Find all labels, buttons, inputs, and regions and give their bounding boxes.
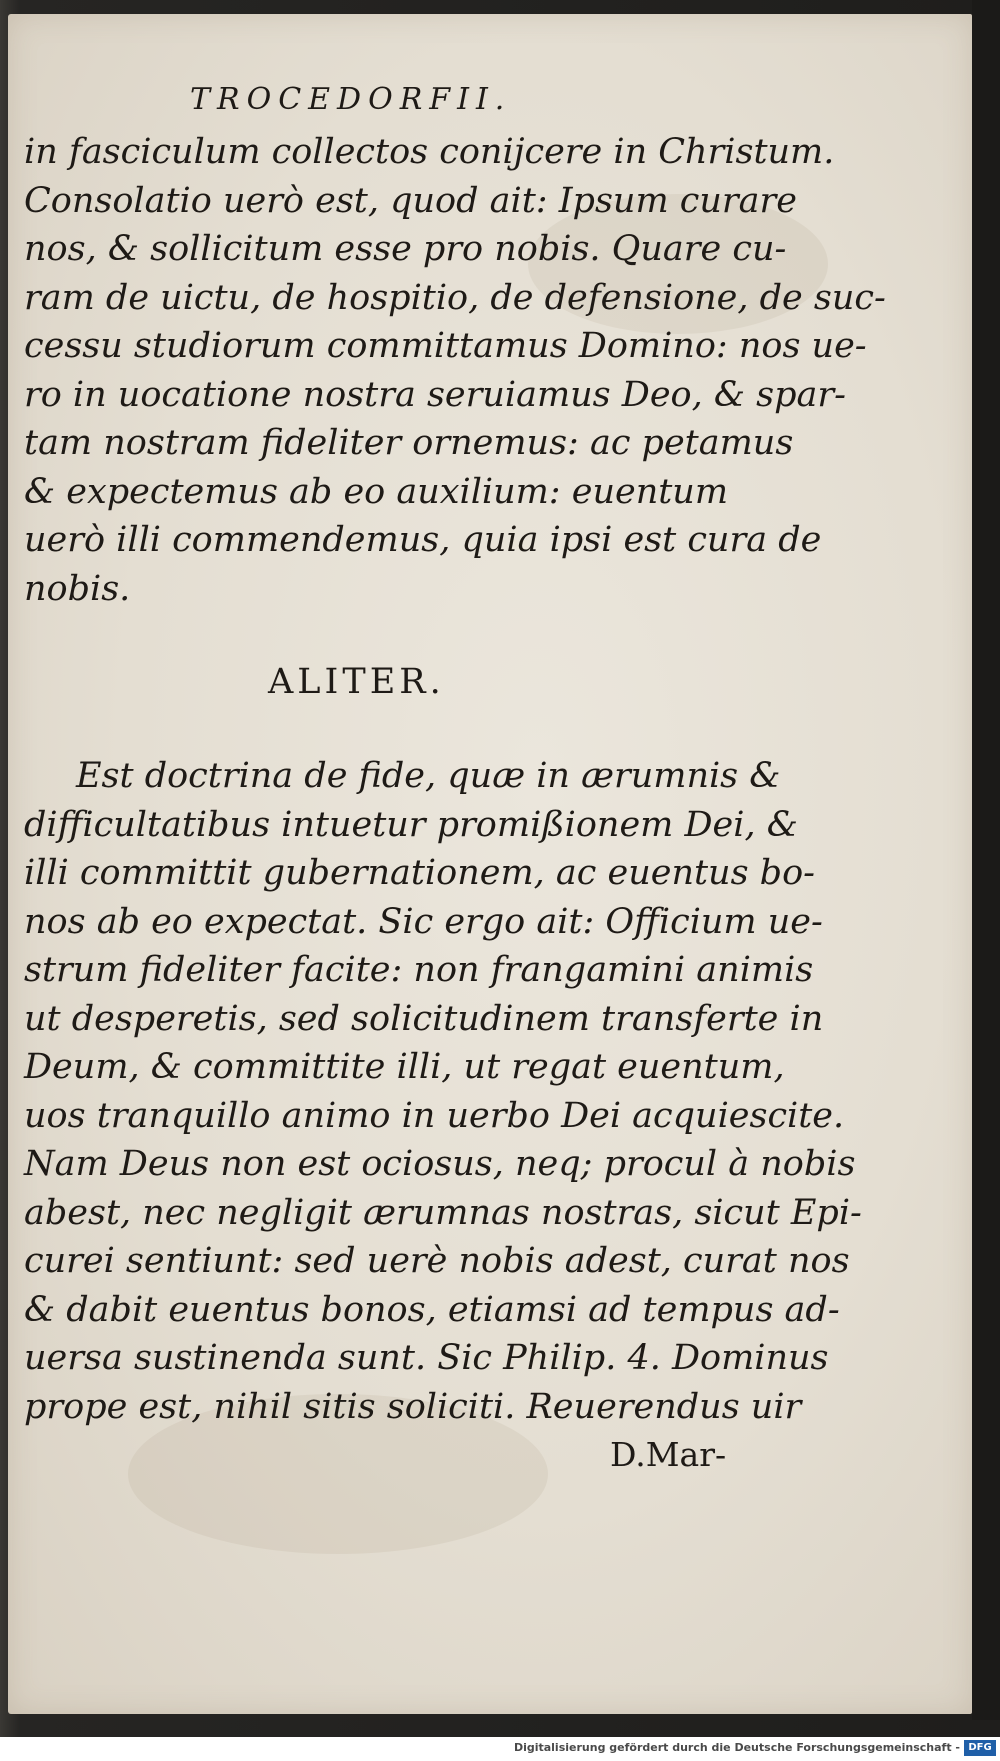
text-line: uersa sustinenda sunt. Sic Philip. 4. Dominus xyxy=(24,1338,829,1378)
text-line: nos ab eo expectat. Sic ergo ait: Officium ue- xyxy=(24,901,823,942)
section-heading: ALITER. xyxy=(268,662,445,702)
text-line: ut desperetis, sed solicitudinem transferte in xyxy=(24,998,824,1039)
scan-edge xyxy=(972,0,1000,1720)
text-line: illi committit gubernationem, ac euentus bo- xyxy=(24,853,815,893)
text-line: uos tranquillo animo in uerbo Dei acquiescite. xyxy=(24,1095,845,1136)
text-line: ro in uocatione nostra seruiamus Deo, & spar- xyxy=(24,374,846,415)
text-line: uerò illi commendemus, quia ipsi est cura de xyxy=(24,520,822,560)
text-line: Consolatio uerò est, quod ait: Ipsum curare xyxy=(24,180,797,221)
text-line: Deum, & committite illi, ut regat euentum, xyxy=(24,1047,785,1087)
catchword: D.Mar- xyxy=(610,1435,727,1474)
text-line: ram de uictu, de hospitio, de defensione, de suc- xyxy=(24,277,886,318)
paragraph-2 xyxy=(24,752,862,1431)
text-line: & expectemus ab eo auxilium: euentum xyxy=(24,471,729,512)
text-line: abest, nec negligit ærumnas nostras, sicut Epi- xyxy=(24,1192,862,1233)
paragraph-1 xyxy=(24,128,886,613)
text-line: Est doctrina de fide, quæ in ærumnis & xyxy=(76,756,781,796)
text-line: in fasciculum collectos conijcere in Christum. xyxy=(24,132,835,172)
text-line: Nam Deus non est ociosus, neq; procul à nobis xyxy=(24,1144,856,1184)
running-head: TROCEDORFII. xyxy=(190,82,512,117)
text-line: tam nostram fideliter ornemus: ac petamus xyxy=(24,423,794,463)
text-line: strum fideliter facite: non frangamini animis xyxy=(24,950,814,990)
text-line: nos, & sollicitum esse pro nobis. Quare cu- xyxy=(24,229,787,269)
text-line: nobis. xyxy=(24,568,131,609)
text-line: curei sentiunt: sed uerè nobis adest, curat nos xyxy=(24,1241,850,1281)
dfg-logo: DFG xyxy=(964,1740,996,1756)
text-line: & dabit euentus bonos, etiamsi ad tempus ad- xyxy=(24,1289,840,1330)
digitization-credit: Digitalisierung gefördert durch die Deutsche Forschungsgemeinschaft - xyxy=(513,1741,960,1754)
text-line: cessu studiorum committamus Domino: nos ue- xyxy=(24,326,867,366)
text-line: difficultatibus intuetur promißionem Dei, & xyxy=(24,804,798,845)
text-line: prope est, nihil sitis soliciti. Reuerendus uir xyxy=(24,1386,802,1427)
